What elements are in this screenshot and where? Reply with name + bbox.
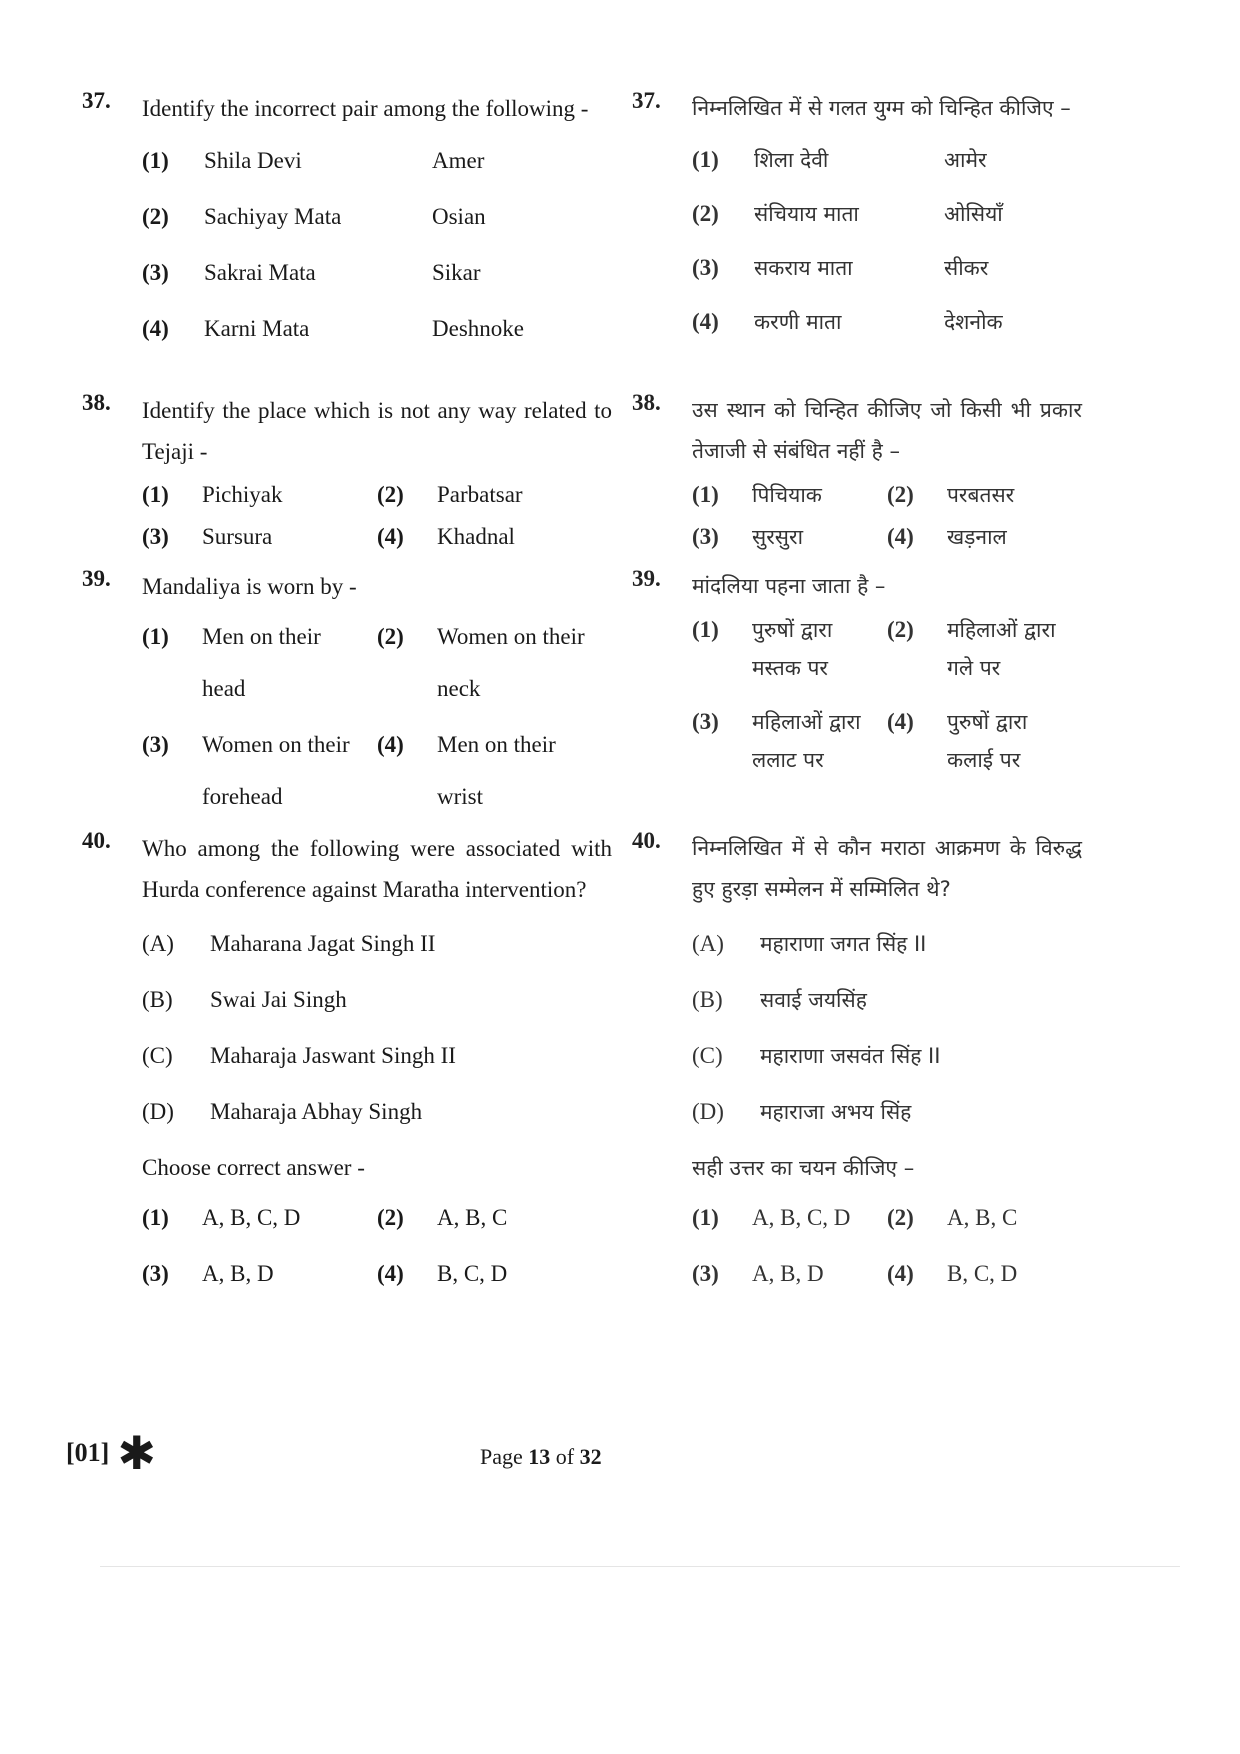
question-38 bbox=[632, 390, 1082, 566]
option-item bbox=[142, 611, 377, 715]
option-item bbox=[142, 1192, 377, 1244]
booklet-code-text: [01] bbox=[66, 1438, 110, 1467]
option-number: (3) bbox=[142, 732, 169, 757]
pair-row bbox=[142, 245, 612, 301]
option-number: (1) bbox=[142, 624, 169, 649]
pair-row bbox=[142, 189, 612, 245]
statement-item bbox=[692, 1084, 1082, 1140]
option-item bbox=[377, 611, 612, 715]
option-text: A, B, C, D bbox=[202, 1205, 301, 1230]
statement-list bbox=[692, 916, 1082, 1140]
option-text: सुरसुरा bbox=[752, 525, 804, 549]
pair-left: Karni Mata bbox=[204, 316, 310, 341]
statement-label: (A) bbox=[142, 931, 174, 956]
pair-row bbox=[142, 301, 612, 357]
option-text: B, C, D bbox=[437, 1261, 508, 1286]
question-stem: Identify the incorrect pair among the following - bbox=[142, 96, 589, 121]
option-text: Men on their wrist bbox=[437, 732, 556, 809]
statement-text: महाराणा जसवंत सिंह II bbox=[760, 1044, 941, 1068]
pair-left: Shila Devi bbox=[204, 148, 302, 173]
option-number: (1) bbox=[692, 617, 719, 642]
option-text: खड़नाल bbox=[947, 525, 1007, 549]
question-number: 37. bbox=[82, 88, 111, 113]
option-number: (1) bbox=[142, 482, 169, 507]
pair-row bbox=[692, 295, 1082, 349]
statement-text: Maharaja Jaswant Singh II bbox=[210, 1043, 456, 1068]
option-item bbox=[142, 476, 377, 514]
option-number: (4) bbox=[142, 316, 169, 341]
pair-right: Deshnoke bbox=[432, 316, 524, 341]
pair-list bbox=[692, 133, 1082, 349]
choose-instruction: Choose correct answer - bbox=[142, 1155, 365, 1180]
page-of: of bbox=[555, 1444, 575, 1469]
option-grid bbox=[142, 611, 612, 823]
option-number: (4) bbox=[887, 524, 914, 549]
pair-list bbox=[142, 133, 612, 357]
option-number: (1) bbox=[692, 482, 719, 507]
pair-right: सीकर bbox=[944, 256, 989, 280]
option-text: महिलाओं द्वारा ललाट पर bbox=[752, 710, 861, 772]
option-number: (3) bbox=[142, 1261, 169, 1286]
statement-text: Maharana Jagat Singh II bbox=[210, 931, 436, 956]
answer-grid bbox=[142, 1192, 612, 1300]
option-grid bbox=[692, 611, 1082, 779]
option-number: (3) bbox=[692, 255, 719, 280]
question-number: 40. bbox=[82, 828, 111, 853]
question-39 bbox=[82, 566, 612, 828]
statement-item bbox=[692, 916, 1082, 972]
question-40 bbox=[632, 828, 1082, 1300]
question-stem: Who among the following were associated with Hurda conference against Maratha intervention? bbox=[142, 836, 612, 902]
option-text: Pichiyak bbox=[202, 482, 283, 507]
option-item bbox=[887, 1192, 1082, 1244]
pair-right: Sikar bbox=[432, 260, 481, 285]
option-text: A, B, C bbox=[947, 1205, 1018, 1230]
option-item bbox=[692, 703, 887, 779]
option-number: (4) bbox=[692, 309, 719, 334]
option-text: A, B, C, D bbox=[752, 1205, 851, 1230]
option-text: Parbatsar bbox=[437, 482, 523, 507]
option-text: A, B, C bbox=[437, 1205, 508, 1230]
option-item bbox=[887, 703, 1082, 779]
page-current: 13 bbox=[528, 1444, 551, 1469]
statement-text: महाराजा अभय सिंह bbox=[760, 1100, 912, 1124]
option-number: (2) bbox=[377, 624, 404, 649]
option-number: (3) bbox=[692, 1261, 719, 1286]
option-number: (2) bbox=[887, 482, 914, 507]
option-number: (3) bbox=[142, 260, 169, 285]
option-number: (1) bbox=[692, 147, 719, 172]
booklet-code bbox=[66, 1426, 156, 1480]
option-item bbox=[142, 518, 377, 556]
pair-row bbox=[692, 133, 1082, 187]
option-number: (3) bbox=[692, 709, 719, 734]
question-number: 39. bbox=[632, 566, 661, 591]
option-number: (4) bbox=[377, 524, 404, 549]
scan-edge-line bbox=[100, 1566, 1180, 1567]
option-number: (1) bbox=[692, 1205, 719, 1230]
option-item bbox=[692, 476, 887, 514]
option-grid bbox=[142, 476, 612, 556]
pair-right: ओसियाँ bbox=[944, 202, 1003, 226]
option-item bbox=[377, 719, 612, 823]
option-item bbox=[887, 518, 1082, 556]
option-number: (3) bbox=[692, 524, 719, 549]
page-total: 32 bbox=[579, 1444, 602, 1469]
option-text: Women on their forehead bbox=[202, 732, 350, 809]
english-column bbox=[82, 88, 612, 1300]
option-text: Sursura bbox=[202, 524, 273, 549]
choose-instruction: सही उत्तर का चयन कीजिए – bbox=[692, 1156, 915, 1180]
option-item bbox=[377, 476, 612, 514]
question-number: 38. bbox=[632, 390, 661, 415]
option-number: (4) bbox=[377, 1261, 404, 1286]
statement-label: (C) bbox=[142, 1043, 173, 1068]
question-stem: Mandaliya is worn by - bbox=[142, 574, 357, 599]
question-stem: मांदलिया पहना जाता है – bbox=[692, 574, 886, 598]
option-text: पुरुषों द्वारा कलाई पर bbox=[947, 710, 1028, 772]
question-stem: उस स्थान को चिन्हित कीजिए जो किसी भी प्रकार तेजाजी से संबंधित नहीं है – bbox=[692, 398, 1082, 463]
question-38 bbox=[82, 390, 612, 566]
option-item bbox=[692, 611, 887, 687]
asterisk-icon: ✱ bbox=[117, 1426, 156, 1480]
option-text: Khadnal bbox=[437, 524, 515, 549]
question-stem: निम्नलिखित में से गलत युग्म को चिन्हित कीजिए – bbox=[692, 96, 1071, 120]
page-number bbox=[480, 1444, 602, 1470]
option-item bbox=[377, 1248, 612, 1300]
option-number: (2) bbox=[887, 1205, 914, 1230]
option-item bbox=[377, 1192, 612, 1244]
option-number: (2) bbox=[142, 204, 169, 229]
statement-text: Swai Jai Singh bbox=[210, 987, 347, 1012]
statement-label: (A) bbox=[692, 931, 724, 956]
option-number: (4) bbox=[887, 1261, 914, 1286]
option-text: Men on their head bbox=[202, 624, 321, 701]
question-stem: निम्नलिखित में से कौन मराठा आक्रमण के विरुद्ध हुए हुरड़ा सम्मेलन में सम्मिलित थे? bbox=[692, 836, 1082, 901]
statement-item bbox=[692, 972, 1082, 1028]
option-item bbox=[692, 1192, 887, 1244]
option-text: Women on their neck bbox=[437, 624, 585, 701]
statement-label: (D) bbox=[692, 1099, 724, 1124]
option-text: पुरुषों द्वारा मस्तक पर bbox=[752, 618, 833, 680]
question-stem: Identify the place which is not any way related to Tejaji - bbox=[142, 398, 612, 464]
question-39 bbox=[632, 566, 1082, 828]
question-40 bbox=[82, 828, 612, 1300]
question-number: 37. bbox=[632, 88, 661, 113]
option-item bbox=[692, 1248, 887, 1300]
question-number: 40. bbox=[632, 828, 661, 853]
pair-left: संचियाय माता bbox=[754, 202, 859, 226]
option-text: पिचियाक bbox=[752, 483, 822, 507]
pair-right: Osian bbox=[432, 204, 486, 229]
statement-label: (C) bbox=[692, 1043, 723, 1068]
option-item bbox=[887, 1248, 1082, 1300]
statement-label: (D) bbox=[142, 1099, 174, 1124]
statement-item bbox=[142, 916, 612, 972]
pair-right: Amer bbox=[432, 148, 485, 173]
option-item bbox=[887, 476, 1082, 514]
statement-item bbox=[142, 1028, 612, 1084]
statement-item bbox=[142, 1084, 612, 1140]
option-item bbox=[142, 719, 377, 823]
page-prefix: Page bbox=[480, 1444, 523, 1469]
option-number: (2) bbox=[887, 617, 914, 642]
pair-left: सकराय माता bbox=[754, 256, 853, 280]
option-item bbox=[377, 518, 612, 556]
hindi-column bbox=[632, 88, 1082, 1300]
option-text: A, B, D bbox=[202, 1261, 274, 1286]
option-text: A, B, D bbox=[752, 1261, 824, 1286]
option-item bbox=[692, 518, 887, 556]
answer-grid bbox=[692, 1192, 1082, 1300]
option-number: (1) bbox=[142, 1205, 169, 1230]
option-item bbox=[142, 1248, 377, 1300]
option-text: परबतसर bbox=[947, 483, 1015, 507]
pair-row bbox=[692, 241, 1082, 295]
statement-label: (B) bbox=[692, 987, 723, 1012]
option-number: (1) bbox=[142, 148, 169, 173]
statement-text: सवाई जयसिंह bbox=[760, 988, 867, 1012]
option-number: (2) bbox=[377, 482, 404, 507]
option-number: (4) bbox=[377, 732, 404, 757]
option-text: B, C, D bbox=[947, 1261, 1018, 1286]
option-number: (3) bbox=[142, 524, 169, 549]
statement-text: Maharaja Abhay Singh bbox=[210, 1099, 423, 1124]
pair-left: करणी माता bbox=[754, 310, 842, 334]
statement-label: (B) bbox=[142, 987, 173, 1012]
option-number: (2) bbox=[692, 201, 719, 226]
option-number: (4) bbox=[887, 709, 914, 734]
pair-row bbox=[142, 133, 612, 189]
pair-left: Sachiyay Mata bbox=[204, 204, 342, 229]
statement-text: महाराणा जगत सिंह II bbox=[760, 932, 927, 956]
question-number: 38. bbox=[82, 390, 111, 415]
statement-item bbox=[142, 972, 612, 1028]
pair-right: देशनोक bbox=[944, 310, 1003, 334]
pair-right: आमेर bbox=[944, 148, 987, 172]
pair-left: शिला देवी bbox=[754, 148, 829, 172]
statement-item bbox=[692, 1028, 1082, 1084]
question-37 bbox=[82, 88, 612, 390]
question-37 bbox=[632, 88, 1082, 390]
option-item bbox=[887, 611, 1082, 687]
option-text: महिलाओं द्वारा गले पर bbox=[947, 618, 1056, 680]
question-number: 39. bbox=[82, 566, 111, 591]
option-grid bbox=[692, 476, 1082, 556]
statement-list bbox=[142, 916, 612, 1140]
pair-row bbox=[692, 187, 1082, 241]
pair-left: Sakrai Mata bbox=[204, 260, 316, 285]
option-number: (2) bbox=[377, 1205, 404, 1230]
